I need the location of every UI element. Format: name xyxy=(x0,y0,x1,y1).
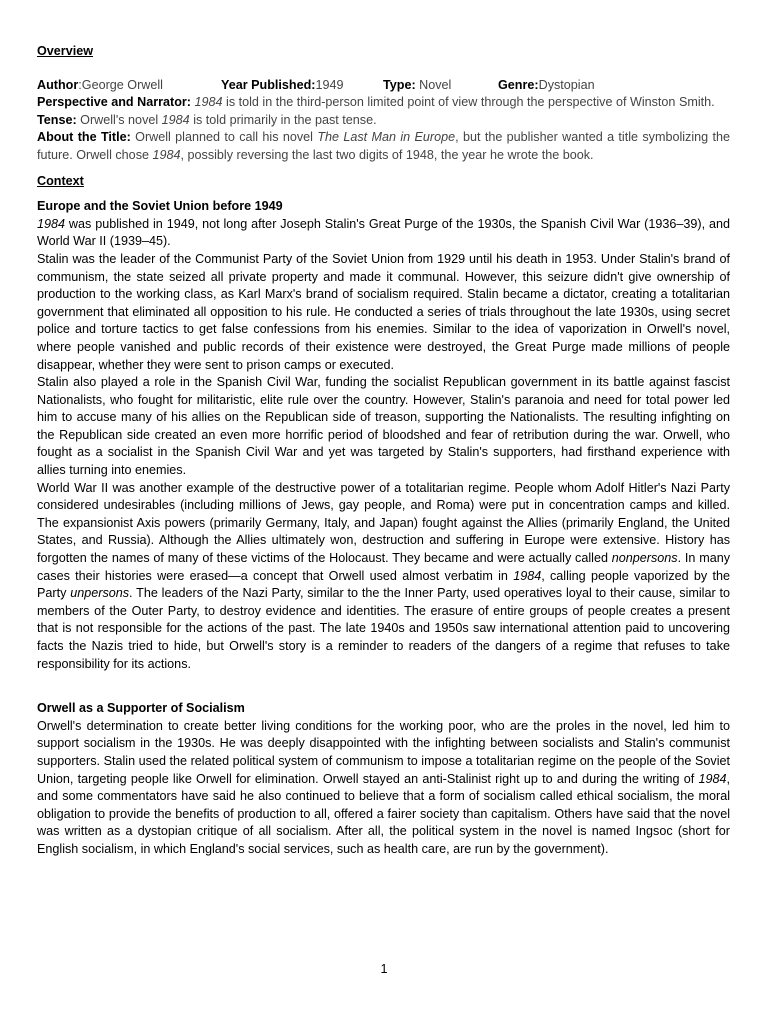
p4-text-a: World War II was another example of the destructive power of a totalitarian regime. People whom Adolf Hitler's Nazi Party considered undesirables (including millions of Jews, gay people, and Roma) were put in concentration camps and killed. The expansionist Axis powers (primarily Germany, Italy, and Japan) fought against the Allies (primarily England, the United States, and Russia). Although the Allies ultimately won, destruction and suffering in Europe were extensive. History has forgotten the names of many of these victims of the Holocaust. They became and were actually called xyxy=(37,480,730,566)
p1-title: 1984 xyxy=(37,216,66,231)
p4-italic-3: unpersons xyxy=(70,586,130,601)
type-value: Novel xyxy=(415,77,452,92)
about-text-b: , but the publisher wanted a title symbolizing the future. Orwell chose xyxy=(37,130,730,162)
document-page xyxy=(37,43,730,859)
overview-meta-row xyxy=(37,77,730,95)
about-text-a: Orwell planned to call his novel xyxy=(130,130,318,145)
perspective-paragraph xyxy=(37,94,730,112)
about-label: About the Title: xyxy=(37,130,131,145)
genre-label: Genre: xyxy=(498,77,539,92)
p4-text-c: , calling people vaporized by the Party xyxy=(37,568,730,601)
year-value: 1949 xyxy=(315,77,344,92)
p1-text: was published in 1949, not long after Joseph Stalin's Great Purge of the 1930s, the Spanish Civil War (1936–39), and World War II (1939–45). xyxy=(37,216,730,249)
about-title-b: 1984 xyxy=(152,147,181,162)
p4-text-d: . The leaders of the Nazi Party, similar to the the Inner Party, used operatives loyal to their cause, similar to members of the Outer Party, to destroy evidence and identities. The erasure of entire groups of people creates a present that is not responsible for the actions of the past. The late 1940s and 1950s saw international attention paid to uncovering facts the Nazis tried to hide, but Orwell's story is a reminder to readers of the dangers of a regime that refuses to take responsibility for its actions. xyxy=(37,586,730,671)
overview-heading: Overview xyxy=(37,44,94,58)
about-title-a: The Last Man in Europe xyxy=(317,130,456,145)
genre-value: Dystopian xyxy=(538,77,595,92)
section-title-europe: Europe and the Soviet Union before 1949 xyxy=(37,199,283,214)
tense-label: Tense: xyxy=(37,112,77,127)
context-paragraph-1 xyxy=(37,216,730,251)
perspective-text: is told in the third-person limited point of view through the perspective of Winston Smith. xyxy=(222,95,715,110)
context-heading: Context xyxy=(37,173,84,188)
p4-italic-2: 1984 xyxy=(513,568,542,583)
about-title-paragraph xyxy=(37,129,730,164)
year-label: Year Published: xyxy=(221,77,316,92)
context-paragraph-2: Stalin was the leader of the Communist Party of the Soviet Union from 1929 until his death in 1953. Under Stalin's brand of communism, the state seized all private property and made it communal. However, this seizure didn't give ownership of production to the working class, as Karl Marx's brand of socialism required. Stalin became a dictator, creating a totalitarian government that eliminated all opposition to his rule. He conducted a series of trials throughout the late 1930s, using secret police and torture tactics to get false confessions from his enemies. Similar to the idea of vaporization in Orwell's novel, where people vanished and public records of their existence were destroyed, the Great Purge made millions of people disappear, whether they were sent to prison camps or executed. xyxy=(37,251,730,372)
p4-text-b: . In many cases their histories were erased—a concept that Orwell used almost verbatim in xyxy=(37,551,730,583)
perspective-title: 1984 xyxy=(194,95,223,110)
about-text-c: , possibly reversing the last two digits of 1948, the year he wrote the book. xyxy=(180,147,594,162)
p5-text-b: , and some commentators have said he also continued to believe that a form of socialism called ethical socialism, the moral obligation to provide the benefits of production to all, offered a fairer society than capitalism. Others have said that the novel was written as a dystopian critique of all socialism. After all, the political system in the novel is named Ingsoc (short for English socialism, in which England's social services, such as health care, are run by the government). xyxy=(37,771,730,856)
context-paragraph-5 xyxy=(37,718,730,859)
context-paragraph-3: Stalin also played a role in the Spanish Civil War, funding the socialist Republican government in its battle against fascist Nationalists, who fought for militaristic, elite rule over the country. However, Stalin's paranoia and need for total power led him to accuse many of his allies on the Republican side of treason, supporting the Nationalists. The resulting infighting on the Republican side created an even more horrific period of bloodshed and fear of retribution during the war. Orwell, who fought as a socialist in the Spanish Civil War and yet was targeted by Stalin's supporters, had firsthand experience with allies turning into enemies. xyxy=(37,375,730,478)
tense-text-a: Orwell's novel xyxy=(76,112,162,127)
page-number: 1 xyxy=(380,962,388,976)
type-label: Type: xyxy=(383,77,416,92)
tense-paragraph xyxy=(37,112,730,130)
author-label: Author xyxy=(37,77,79,92)
tense-title: 1984 xyxy=(161,112,190,127)
author-value: :George Orwell xyxy=(78,77,163,92)
tense-text-b: is told primarily in the past tense. xyxy=(189,112,377,127)
type-field xyxy=(383,77,498,95)
p5-text-a: Orwell's determination to create better living conditions for the working poor, who are the proles in the novel, led him to support socialism in the 1930s. He was deeply disappointed with the infighting between socialists and Stalin's communist supporters. Stalin used the related political system of communism to impose a totalitarian regime on the people of the Soviet Union, targeting people like Orwell for elimination. Orwell stayed an anti-Stalinist right up to and during the writing of xyxy=(37,718,730,786)
perspective-label: Perspective and Narrator: xyxy=(37,95,191,110)
year-field xyxy=(221,77,383,95)
section-title-socialism: Orwell as a Supporter of Socialism xyxy=(37,701,245,716)
genre-field xyxy=(498,77,595,95)
author-field xyxy=(37,77,221,95)
context-paragraph-4 xyxy=(37,480,730,674)
p5-italic: 1984 xyxy=(698,771,727,786)
p4-italic-1: nonpersons xyxy=(611,551,678,566)
